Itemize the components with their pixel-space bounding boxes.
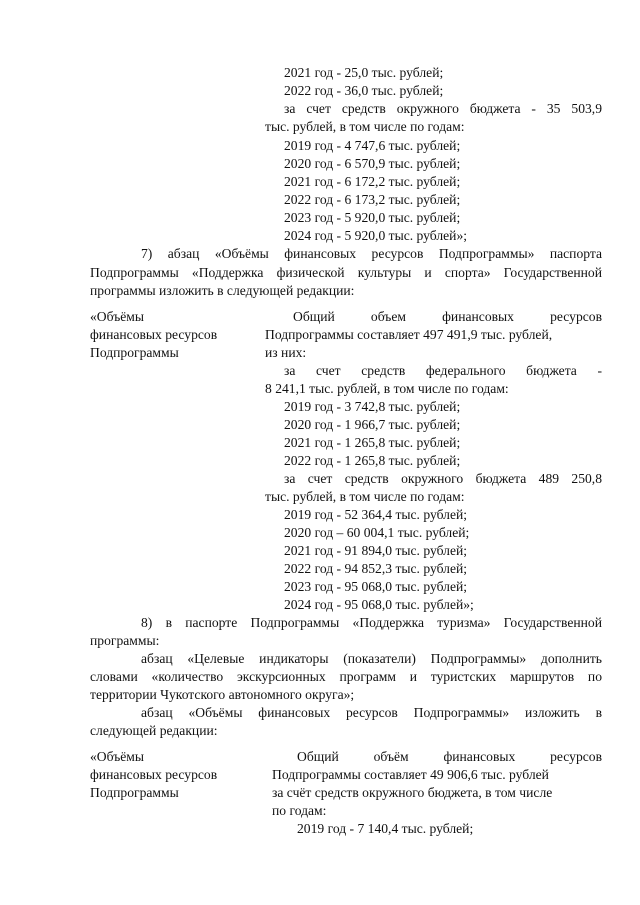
year-line: 2021 год - 6 172,2 тыс. рублей; bbox=[284, 174, 461, 189]
item8-paragraph-line: словами «количество экскурсионных программ и туристских маршрутов по bbox=[90, 669, 602, 684]
table-label-line: Подпрограммы bbox=[90, 785, 179, 800]
year-line: 2022 год - 6 173,2 тыс. рублей; bbox=[284, 192, 461, 207]
year-line: 2019 год - 4 747,6 тыс. рублей; bbox=[284, 138, 461, 153]
year-line: 2021 год - 1 265,8 тыс. рублей; bbox=[284, 435, 461, 450]
item8-paragraph-line: 8) в паспорте Подпрограммы «Поддержка туризма» Государственной bbox=[141, 615, 602, 630]
year-line: 2021 год - 91 894,0 тыс. рублей; bbox=[284, 543, 468, 558]
item7-paragraph-line: 7) абзац «Объёмы финансовых ресурсов Подпрограммы» паспорта bbox=[141, 246, 602, 261]
table-label-line: Подпрограммы bbox=[90, 345, 179, 360]
year-line: 2024 год - 95 068,0 тыс. рублей»; bbox=[284, 597, 474, 612]
federal-budget-line: за счет средств федерального бюджета - bbox=[284, 363, 602, 378]
year-line: 2019 год - 3 742,8 тыс. рублей; bbox=[284, 399, 461, 414]
total-volume-line: Подпрограммы составляет 49 906,6 тыс. рублей bbox=[272, 767, 549, 782]
table-label-line: финансовых ресурсов bbox=[90, 327, 218, 342]
year-line: 2020 год - 6 570,9 тыс. рублей; bbox=[284, 156, 461, 171]
district-budget-line-cont: тыс. рублей, в том числе по годам: bbox=[265, 119, 465, 134]
total-volume-line: Подпрограммы составляет 497 491,9 тыс. рублей, bbox=[265, 327, 553, 342]
year-line: 2023 год - 5 920,0 тыс. рублей; bbox=[284, 210, 461, 225]
item7-paragraph-line: программы изложить в следующей редакции: bbox=[90, 283, 355, 298]
year-line: 2024 год - 5 920,0 тыс. рублей»; bbox=[284, 228, 468, 243]
item7-paragraph-line: Подпрограммы «Поддержка физической культуры и спорта» Государственной bbox=[90, 265, 602, 280]
year-line: 2020 год – 60 004,1 тыс. рублей; bbox=[284, 525, 470, 540]
district-budget-line: за счет средств окружного бюджета - 35 503,9 bbox=[284, 101, 602, 116]
district-budget-line: тыс. рублей, в том числе по годам: bbox=[265, 489, 465, 504]
year-line: 2019 год - 52 364,4 тыс. рублей; bbox=[284, 507, 468, 522]
year-line: 2022 год - 94 852,3 тыс. рублей; bbox=[284, 561, 468, 576]
total-volume-line: Общий объем финансовых ресурсов bbox=[293, 309, 602, 324]
year-line: 2023 год - 95 068,0 тыс. рублей; bbox=[284, 579, 468, 594]
district-budget-line: за счет средств окружного бюджета 489 250,8 bbox=[284, 471, 602, 486]
item8-paragraph-line: программы: bbox=[90, 633, 160, 648]
table-label-line: «Объёмы bbox=[90, 749, 144, 764]
year-line: 2020 год - 1 966,7 тыс. рублей; bbox=[284, 417, 461, 432]
total-volume-line: из них: bbox=[265, 345, 307, 360]
table-label-line: финансовых ресурсов bbox=[90, 767, 218, 782]
item8-paragraph-line: следующей редакции: bbox=[90, 723, 218, 738]
item8-paragraph-line: абзац «Целевые индикаторы (показатели) Подпрограммы» дополнить bbox=[141, 651, 602, 666]
total-volume-line: по годам: bbox=[272, 803, 327, 818]
total-volume-line: за счёт средств окружного бюджета, в том числе bbox=[272, 785, 553, 800]
year-line: 2022 год - 1 265,8 тыс. рублей; bbox=[284, 453, 461, 468]
table-label-line: «Объёмы bbox=[90, 309, 144, 324]
year-2021-line: 2021 год - 25,0 тыс. рублей; bbox=[284, 65, 444, 80]
item8-paragraph-line: территории Чукотского автономного округа»; bbox=[90, 687, 355, 702]
total-volume-line: Общий объём финансовых ресурсов bbox=[297, 749, 602, 764]
year-line: 2019 год - 7 140,4 тыс. рублей; bbox=[297, 821, 474, 836]
item8-paragraph-line: абзац «Объёмы финансовых ресурсов Подпрограммы» изложить в bbox=[141, 705, 602, 720]
year-2022-line: 2022 год - 36,0 тыс. рублей; bbox=[284, 83, 444, 98]
federal-budget-line: 8 241,1 тыс. рублей, в том числе по годам: bbox=[265, 381, 509, 396]
